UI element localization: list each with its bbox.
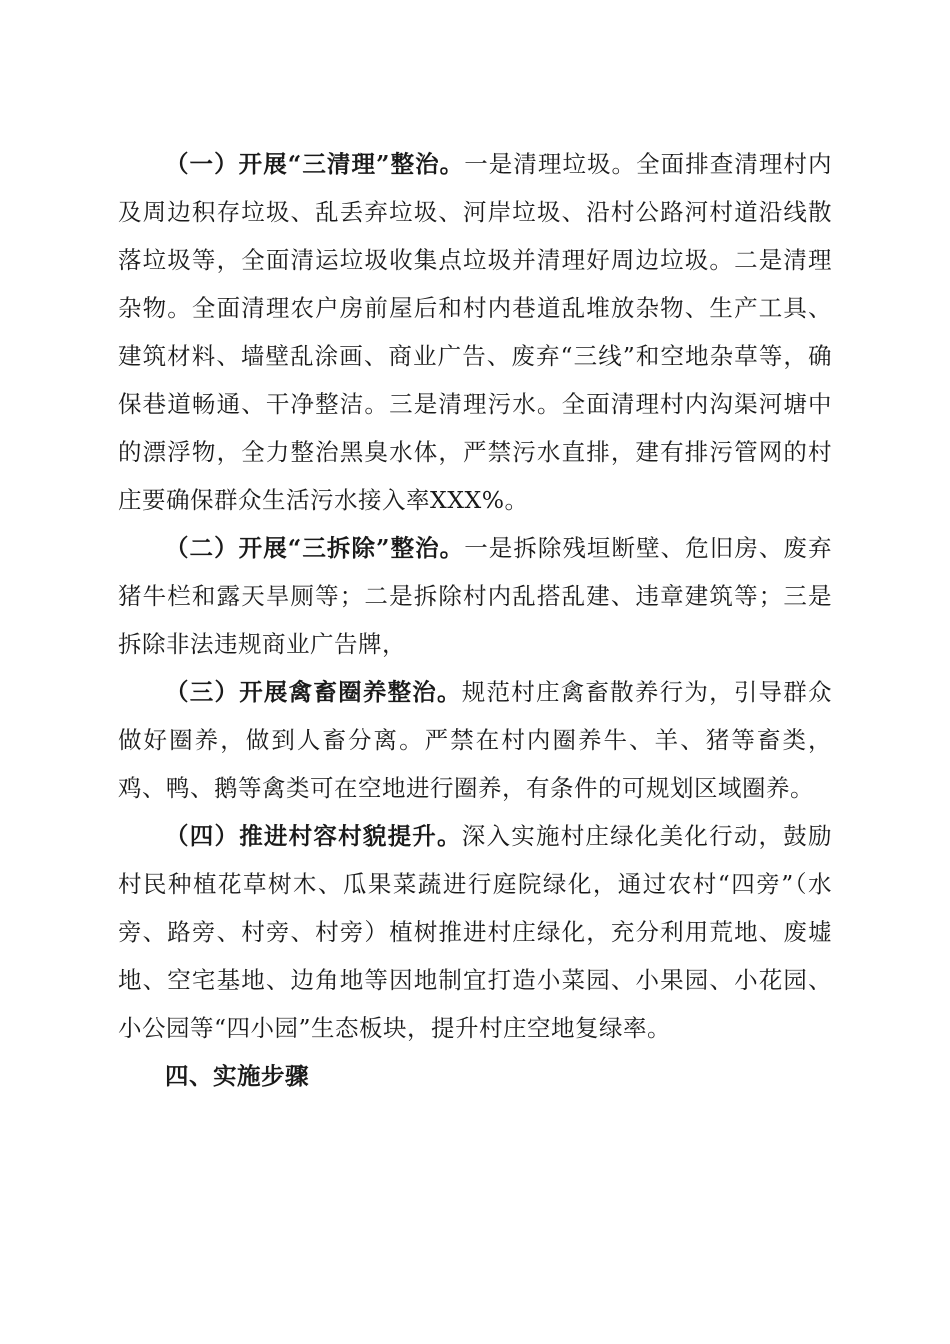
- paragraph-lead: （四）推进村容村貌提升。: [165, 822, 462, 850]
- document-page: [118, 140, 832, 1100]
- paragraph-three-cleanups: [118, 140, 832, 524]
- paragraph-lead: （三）开展禽畜圈养整治。: [165, 678, 462, 706]
- paragraph-lead: （二）开展“三拆除”整治。: [165, 534, 465, 562]
- paragraph-livestock-penning: [118, 668, 832, 812]
- paragraph-body: 规范村庄禽畜散养行为，引导群众做好圈养，做到人畜分离。严禁在村内圈养牛、羊、猪等畜类，鸡、鸭、鹅等禽类可在空地进行圈养，有条件的可规划区域圈养。: [118, 678, 833, 802]
- paragraph-three-demolitions: [118, 524, 832, 668]
- section-heading: 四、实施步骤: [165, 1062, 309, 1090]
- paragraph-village-appearance: [118, 812, 832, 1052]
- paragraph-body: 一是拆除残垣断壁、危旧房、废弃猪牛栏和露天旱厕等；二是拆除村内乱搭乱建、违章建筑等；三是拆除非法违规商业广告牌，: [118, 534, 832, 658]
- paragraph-lead: （一）开展“三清理”整治。: [165, 150, 465, 178]
- paragraph-body: 深入实施村庄绿化美化行动，鼓励村民种植花草树木、瓜果菜蔬进行庭院绿化，通过农村“四旁”（水旁、路旁、村旁、村旁）植树推进村庄绿化，充分利用荒地、废墟地、空宅基地、边角地等因地制宜打造小菜园、小果园、小花园、小公园等“四小园”生态板块，提升村庄空地复绿率。: [118, 822, 833, 1042]
- paragraph-body: 一是清理垃圾。全面排查清理村内及周边积存垃圾、乱丢弃垃圾、河岸垃圾、沿村公路河村道沿线散落垃圾等，全面清运垃圾收集点垃圾并清理好周边垃圾。二是清理杂物。全面清理农户房前屋后和村内巷道乱堆放杂物、生产工具、建筑材料、墙壁乱涂画、商业广告、废弃“三线”和空地杂草等，确保巷道畅通、干净整洁。三是清理污水。全面清理村内沟渠河塘中的漂浮物，全力整治黑臭水体，严禁污水直排，建有排污管网的村庄要确保群众生活污水接入率XXX%。: [118, 150, 832, 514]
